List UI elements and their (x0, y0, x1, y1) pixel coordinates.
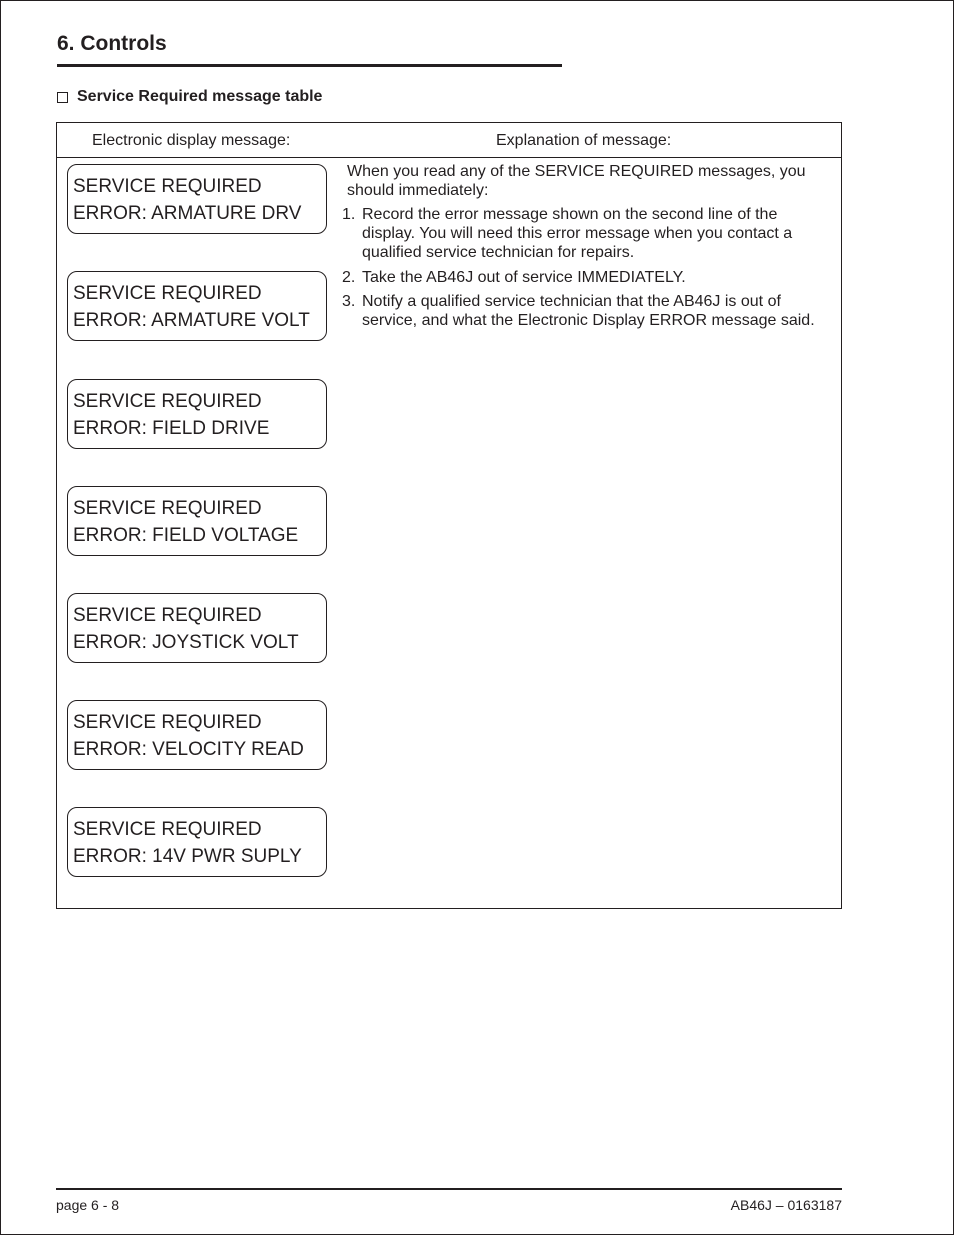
display-message-box (67, 700, 327, 770)
footer-rule (56, 1188, 842, 1190)
header-divider (57, 157, 841, 158)
explanation-steps (342, 206, 832, 330)
explanation-step (342, 269, 832, 288)
checkbox-icon (57, 92, 68, 103)
title-rule (57, 64, 562, 67)
step-number: 3. (342, 293, 356, 311)
display-line-2: ERROR: JOYSTICK VOLT (73, 631, 299, 653)
step-text: Notify a qualified service technician that the AB46J is out of service, and what the Electronic Display ERROR message said. (362, 293, 815, 329)
explanation-step (342, 206, 832, 262)
display-line-2: ERROR: ARMATURE DRV (73, 202, 302, 224)
explanation-text (342, 163, 832, 337)
section-title: 6. Controls (57, 32, 167, 55)
display-message-box (67, 807, 327, 877)
column-header-display: Electronic display message: (92, 132, 291, 149)
step-text: Record the error message shown on the second line of the display. You will need this error message when you contact a qualified service technician for repairs. (362, 206, 793, 261)
display-line-2: ERROR: FIELD DRIVE (73, 417, 270, 439)
page-number: page 6 - 8 (56, 1197, 120, 1213)
step-number: 1. (342, 206, 356, 224)
display-line-2: ERROR: FIELD VOLTAGE (73, 524, 299, 546)
column-header-explanation: Explanation of message: (496, 132, 672, 149)
display-line-2: ERROR: 14V PWR SUPLY (73, 845, 302, 867)
display-line-2: ERROR: VELOCITY READ (73, 738, 304, 760)
display-message-box (67, 593, 327, 663)
display-line-1: SERVICE REQUIRED (73, 605, 262, 626)
step-text: Take the AB46J out of service IMMEDIATELY. (362, 268, 686, 286)
display-message-box (67, 486, 327, 556)
display-line-1: SERVICE REQUIRED (73, 712, 262, 733)
step-number: 2. (342, 268, 356, 286)
display-line-1: SERVICE REQUIRED (73, 176, 262, 197)
display-line-1: SERVICE REQUIRED (73, 819, 262, 840)
display-message-box (67, 271, 327, 341)
service-message-table (56, 122, 842, 909)
display-line-2: ERROR: ARMATURE VOLT (73, 309, 310, 331)
display-line-1: SERVICE REQUIRED (73, 498, 262, 519)
display-line-1: SERVICE REQUIRED (73, 283, 262, 304)
explanation-step (342, 293, 832, 330)
subheading (57, 88, 322, 106)
display-message-box (67, 164, 327, 234)
subheading-label: Service Required message table (77, 88, 323, 105)
explanation-intro: When you read any of the SERVICE REQUIRED messages, you should immediately: (347, 163, 806, 199)
display-message-box (67, 379, 327, 449)
document-id: AB46J – 0163187 (730, 1197, 842, 1213)
display-line-1: SERVICE REQUIRED (73, 391, 262, 412)
